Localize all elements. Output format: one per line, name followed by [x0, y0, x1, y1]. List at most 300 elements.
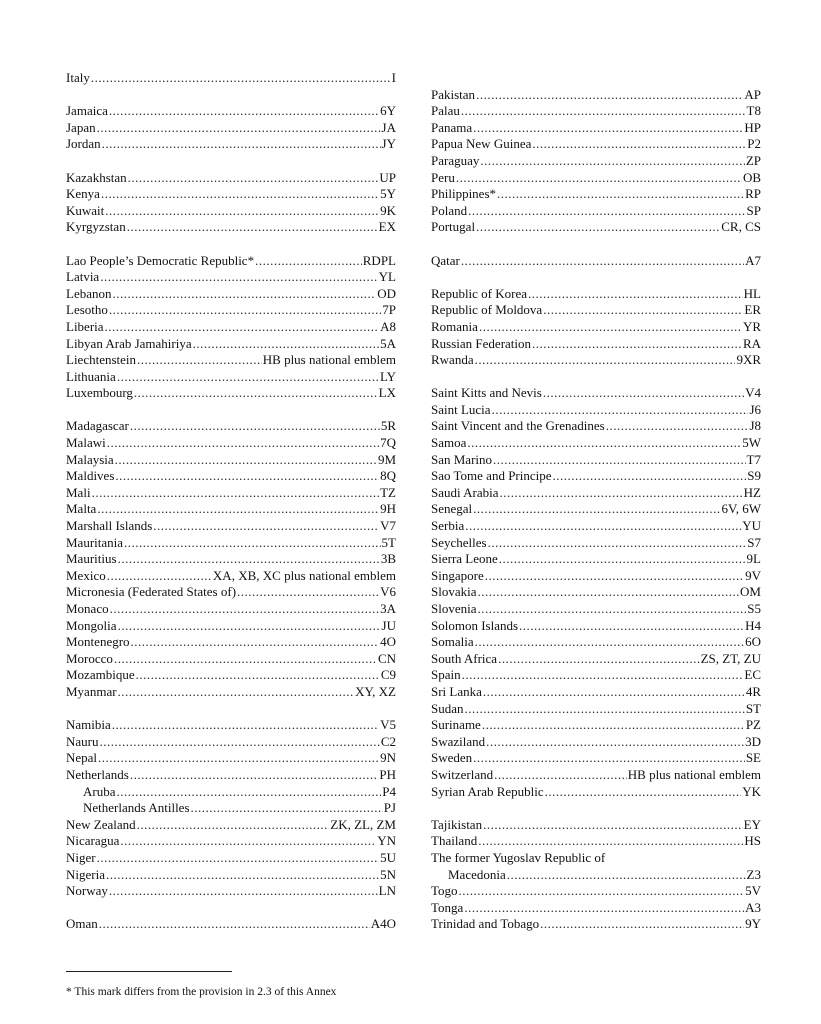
nationality-mark: P2 — [747, 136, 761, 152]
dot-leader — [120, 833, 376, 850]
country-name: New Zealand — [66, 816, 136, 832]
dot-leader — [97, 501, 379, 518]
country-entry — [66, 784, 396, 801]
country-name: Japan — [66, 119, 96, 135]
nationality-mark: PJ — [383, 800, 396, 816]
nationality-mark: 8Q — [380, 468, 396, 484]
country-entry — [66, 103, 396, 120]
nationality-mark: RP — [745, 186, 761, 202]
country-entry — [66, 170, 396, 187]
nationality-mark: J6 — [749, 401, 761, 417]
country-entry — [431, 734, 761, 751]
nationality-mark: XA, XB, XC plus national emblem — [212, 567, 396, 583]
country-name: Liechtenstein — [66, 352, 137, 368]
country-entry — [431, 584, 761, 601]
country-entry — [66, 286, 396, 303]
nationality-mark: CR, CS — [721, 219, 761, 235]
country-entry — [431, 784, 761, 801]
nationality-mark: 9N — [380, 750, 396, 766]
country-name: Sweden — [431, 750, 473, 766]
country-name: Panama — [431, 119, 473, 135]
country-name: Montenegro — [66, 634, 130, 650]
country-name: Mongolia — [66, 617, 117, 633]
country-name: Thailand — [431, 833, 478, 849]
nationality-mark: C2 — [380, 733, 396, 749]
nationality-mark: 3D — [745, 733, 761, 749]
country-entry — [431, 136, 761, 153]
country-name: Namibia — [66, 717, 111, 733]
country-entry — [431, 418, 761, 435]
country-name: Swaziland — [431, 733, 486, 749]
country-entry — [431, 319, 761, 336]
dot-leader — [486, 734, 744, 751]
country-name: Saint Lucia — [431, 401, 491, 417]
dot-leader — [478, 833, 743, 850]
country-entry — [431, 701, 761, 718]
nationality-mark: TZ — [380, 484, 396, 500]
dot-leader — [255, 253, 362, 270]
country-entry — [431, 667, 761, 684]
country-name: Peru — [431, 169, 455, 185]
nationality-mark: 3B — [380, 551, 396, 567]
country-entry — [66, 385, 396, 402]
nationality-mark: ZS, ZT, ZU — [700, 650, 761, 666]
country-entry — [66, 883, 396, 900]
country-name: Lithuania — [66, 368, 116, 384]
country-entry — [431, 651, 761, 668]
nationality-mark: C9 — [380, 667, 396, 683]
country-entry — [431, 452, 761, 469]
country-name: Luxembourg — [66, 385, 133, 401]
dot-leader — [117, 369, 379, 386]
country-name: Kazakhstan — [66, 169, 127, 185]
country-entry — [431, 817, 761, 834]
dot-leader — [118, 618, 381, 635]
dot-leader — [478, 601, 747, 618]
country-entry — [66, 601, 396, 618]
country-name: Kuwait — [66, 202, 105, 218]
dot-leader — [114, 651, 377, 668]
country-entry — [431, 833, 761, 850]
country-entry — [431, 336, 761, 353]
country-entry — [66, 468, 396, 485]
nationality-mark: 5T — [381, 534, 396, 550]
country-entry — [431, 916, 761, 933]
nationality-mark: V4 — [745, 385, 761, 401]
nationality-mark: YU — [742, 518, 761, 534]
country-entry — [66, 850, 396, 867]
nationality-mark: 7P — [382, 302, 396, 318]
dot-leader — [97, 850, 380, 867]
dot-leader — [493, 452, 746, 469]
country-name: Nicaragua — [66, 833, 120, 849]
nationality-mark: H4 — [745, 617, 761, 633]
country-entry — [66, 269, 396, 286]
country-entry — [66, 767, 396, 784]
country-entry — [66, 800, 396, 817]
nationality-mark: HL — [743, 285, 761, 301]
country-name: Palau — [431, 103, 460, 119]
nationality-mark: Z3 — [746, 866, 761, 882]
country-entry — [66, 501, 396, 518]
country-entry — [431, 501, 761, 518]
country-name: Togo — [431, 883, 458, 899]
dot-leader — [482, 717, 745, 734]
country-entry — [66, 120, 396, 137]
dot-leader — [500, 485, 743, 502]
nationality-mark: 6O — [745, 634, 761, 650]
dot-leader — [91, 70, 391, 87]
footnote: * This mark differs from the provision in 2.3 of this Annex — [66, 986, 337, 998]
country-entry — [431, 601, 761, 618]
nationality-mark: 5U — [380, 849, 396, 865]
country-entry — [66, 551, 396, 568]
dot-leader — [237, 584, 379, 601]
country-name: Paraguay — [431, 152, 480, 168]
country-entry — [431, 883, 761, 900]
country-entry — [66, 435, 396, 452]
country-name: Malta — [66, 501, 97, 517]
section-gap — [66, 87, 396, 104]
nationality-mark: 3A — [380, 601, 396, 616]
country-entry — [66, 518, 396, 535]
dot-leader — [473, 750, 745, 767]
country-entry — [66, 667, 396, 684]
country-name: Saudi Arabia — [431, 484, 499, 500]
nationality-mark: 4O — [380, 634, 396, 650]
dot-leader — [528, 286, 743, 303]
country-entry — [431, 153, 761, 170]
country-name: Italy — [66, 70, 90, 85]
country-entry — [431, 900, 761, 917]
nationality-mark: AP — [744, 86, 761, 102]
country-name: Russian Federation — [431, 335, 532, 351]
nationality-mark: HS — [744, 833, 761, 849]
nationality-mark: 9Y — [745, 916, 761, 932]
dot-leader — [109, 883, 378, 900]
country-name: Singapore — [431, 567, 484, 583]
country-name: Tonga — [431, 899, 464, 915]
country-entry — [66, 916, 396, 933]
dot-leader — [464, 900, 744, 917]
country-name: Sri Lanka — [431, 683, 482, 699]
country-entry — [66, 568, 396, 585]
country-name: Spain — [431, 667, 461, 683]
nationality-mark: 5R — [380, 418, 396, 434]
dot-leader — [467, 435, 741, 452]
country-name: Netherlands — [66, 766, 129, 782]
country-entry — [66, 817, 396, 834]
dot-leader — [118, 684, 355, 701]
dot-leader — [483, 817, 743, 834]
country-entry — [66, 336, 396, 353]
country-name: Mexico — [66, 567, 106, 583]
country-name: Solomon Islands — [431, 617, 519, 633]
section-gap — [66, 153, 396, 170]
country-entry — [66, 302, 396, 319]
country-entry — [66, 584, 396, 601]
country-name: Lao People’s Democratic Republic* — [66, 252, 255, 268]
country-name: Philippines* — [431, 186, 497, 202]
dot-leader — [127, 219, 378, 236]
country-name: Saint Vincent and the Grenadines — [431, 418, 605, 434]
section-gap — [66, 701, 396, 718]
country-entry — [431, 684, 761, 701]
dot-leader — [553, 468, 747, 485]
dot-leader — [124, 535, 381, 552]
nationality-mark: PZ — [745, 717, 761, 733]
dot-leader — [100, 734, 380, 751]
dot-leader — [115, 468, 379, 485]
nationality-mark: 9K — [380, 202, 396, 218]
country-entry — [431, 435, 761, 452]
dot-leader — [112, 717, 379, 734]
nationality-mark: ZP — [745, 152, 761, 168]
country-name: Qatar — [431, 252, 460, 268]
country-name: Lesotho — [66, 302, 108, 318]
country-entry — [431, 286, 761, 303]
dot-leader — [485, 568, 744, 585]
dot-leader — [476, 87, 743, 104]
dot-leader — [137, 352, 262, 369]
dot-leader — [461, 103, 746, 120]
nationality-mark: ER — [744, 302, 761, 318]
nationality-mark: RDPL — [362, 252, 396, 268]
country-entry — [66, 203, 396, 220]
country-name: Norway — [66, 883, 108, 899]
nationality-mark: S7 — [747, 534, 761, 550]
country-entry — [66, 634, 396, 651]
dot-leader — [480, 153, 744, 170]
dot-leader — [136, 667, 380, 684]
dot-leader — [98, 750, 379, 767]
nationality-mark: 5A — [380, 335, 396, 351]
country-name: Slovenia — [431, 601, 477, 616]
country-name: Nauru — [66, 733, 99, 749]
country-entry — [431, 551, 761, 568]
country-entry — [431, 468, 761, 485]
country-name: Mauritania — [66, 534, 124, 550]
country-entry — [431, 120, 761, 137]
nationality-mark: CN — [377, 650, 396, 666]
country-entry — [431, 767, 761, 784]
nationality-mark: 6Y — [380, 103, 396, 119]
nationality-mark: YN — [377, 833, 396, 849]
country-name: Sierra Leone — [431, 551, 498, 567]
nationality-mark: JU — [381, 617, 396, 633]
country-name: Senegal — [431, 501, 473, 517]
nationality-mark: 5V — [745, 883, 761, 899]
country-entry — [66, 684, 396, 701]
nationality-mark: P4 — [382, 783, 396, 799]
nationality-mark: HB plus national emblem — [262, 352, 396, 368]
nationality-mark: YR — [742, 318, 761, 334]
country-name: Lebanon — [66, 285, 112, 301]
dot-leader — [109, 103, 379, 120]
dot-leader — [128, 170, 379, 187]
dot-leader — [465, 701, 745, 718]
dot-leader — [107, 435, 379, 452]
dot-leader — [459, 883, 745, 900]
nationality-mark: 4R — [745, 683, 761, 699]
dot-leader — [499, 551, 746, 568]
country-entry — [66, 136, 396, 153]
dot-leader — [130, 418, 380, 435]
country-entry — [66, 319, 396, 336]
dot-leader — [462, 667, 744, 684]
country-entry — [431, 402, 761, 419]
dot-leader — [100, 269, 377, 286]
nationality-mark: V7 — [380, 518, 396, 534]
nationality-mark: 6V, 6W — [721, 501, 761, 517]
country-name: Nepal — [66, 750, 98, 766]
country-name: Rwanda — [431, 352, 474, 368]
country-entry — [431, 385, 761, 402]
dot-leader — [532, 136, 746, 153]
country-entry — [66, 485, 396, 502]
country-entry — [66, 452, 396, 469]
dot-leader — [115, 452, 377, 469]
nationality-mark: EY — [743, 816, 761, 832]
country-entry — [431, 535, 761, 552]
country-entry — [431, 87, 761, 104]
dot-leader — [110, 601, 380, 618]
nationality-mark: OM — [740, 584, 761, 600]
nationality-mark: YL — [378, 269, 396, 285]
section-gap — [66, 900, 396, 917]
country-name: Mozambique — [66, 667, 135, 683]
country-name: Macedonia — [448, 866, 506, 882]
country-name: Jordan — [66, 136, 101, 152]
country-name: Morocco — [66, 650, 113, 666]
country-name: Republic of Moldova — [431, 302, 543, 318]
country-name: Serbia — [431, 518, 465, 534]
dot-leader — [130, 767, 379, 784]
nationality-mark: HP — [744, 119, 761, 135]
country-name: Netherlands Antilles — [83, 800, 190, 816]
dot-leader — [519, 618, 744, 635]
country-name: San Marino — [431, 451, 493, 467]
country-name: Maldives — [66, 468, 115, 484]
dot-leader — [117, 784, 382, 801]
section-gap — [431, 800, 761, 817]
dot-leader — [99, 916, 370, 933]
country-entry — [431, 103, 761, 120]
country-name: Trinidad and Tobago — [431, 916, 540, 932]
country-entry — [66, 734, 396, 751]
dot-leader — [498, 651, 700, 668]
dot-leader — [483, 684, 745, 701]
dot-leader — [465, 518, 741, 535]
dot-leader — [543, 385, 744, 402]
country-name: Monaco — [66, 601, 109, 616]
nationality-mark: XY, XZ — [355, 683, 396, 699]
nationality-mark: HZ — [743, 484, 761, 500]
section-gap — [431, 70, 761, 87]
nationality-mark: RA — [742, 335, 761, 351]
nationality-mark: 5W — [742, 435, 761, 451]
nationality-mark: EX — [378, 219, 396, 235]
country-name: Suriname — [431, 717, 481, 733]
left-column — [66, 70, 396, 933]
country-entry — [66, 750, 396, 767]
dot-leader — [543, 302, 743, 319]
dot-leader — [112, 286, 376, 303]
right-column — [431, 70, 761, 933]
country-entry — [66, 833, 396, 850]
country-name: Seychelles — [431, 534, 487, 550]
country-entry — [431, 302, 761, 319]
country-entry — [66, 70, 396, 87]
country-name: Libyan Arab Jamahiriya — [66, 335, 192, 351]
nationality-mark: 7Q — [380, 435, 396, 451]
country-name: Poland — [431, 202, 468, 218]
dot-leader — [131, 634, 380, 651]
country-name: Sao Tome and Principe — [431, 468, 552, 484]
dot-leader — [475, 352, 736, 369]
country-entry — [431, 203, 761, 220]
dot-leader — [497, 186, 744, 203]
nationality-mark: I — [391, 70, 396, 85]
section-gap — [66, 236, 396, 253]
country-entry — [66, 369, 396, 386]
country-name: Pakistan — [431, 86, 476, 102]
country-name: Jamaica — [66, 103, 108, 119]
country-name: Myanmar — [66, 683, 117, 699]
dot-leader — [540, 916, 744, 933]
nationality-mark: SP — [746, 202, 761, 218]
country-name: Tajikistan — [431, 816, 483, 832]
dot-leader — [193, 336, 379, 353]
country-entry — [431, 634, 761, 651]
nationality-mark: V5 — [380, 717, 396, 733]
nationality-mark: 5Y — [380, 186, 396, 202]
country-name: Niger — [66, 849, 96, 865]
dot-leader — [153, 518, 379, 535]
dot-leader — [109, 302, 381, 319]
dot-leader — [118, 551, 380, 568]
nationality-mark: J8 — [749, 418, 761, 434]
dot-leader — [97, 120, 381, 137]
country-name: Sudan — [431, 700, 464, 716]
nationality-mark: 9V — [745, 567, 761, 583]
nationality-mark: A4O — [370, 916, 396, 932]
country-entry — [431, 186, 761, 203]
section-gap — [431, 269, 761, 286]
nationality-mark: T8 — [746, 103, 761, 119]
footnote-rule — [66, 971, 232, 972]
nationality-mark: S9 — [747, 468, 761, 484]
country-name: Liberia — [66, 318, 104, 334]
country-entry — [66, 867, 396, 884]
nationality-mark: UP — [379, 169, 396, 185]
dot-leader — [606, 418, 749, 435]
nationality-mark: 9H — [380, 501, 396, 517]
dot-leader — [492, 402, 749, 419]
country-name: Micronesia (Federated States of) — [66, 584, 237, 600]
nationality-mark: 9XR — [736, 352, 761, 368]
dot-leader — [105, 203, 379, 220]
country-name: Aruba — [83, 783, 116, 799]
country-name: Papua New Guinea — [431, 136, 532, 152]
nationality-mark: YK — [742, 783, 761, 799]
nationality-mark: OD — [377, 285, 396, 301]
country-entry — [431, 518, 761, 535]
nationality-mark: A8 — [380, 318, 396, 334]
country-name: Latvia — [66, 269, 100, 285]
country-name: Syrian Arab Republic — [431, 783, 544, 799]
country-name: Portugal — [431, 219, 476, 235]
